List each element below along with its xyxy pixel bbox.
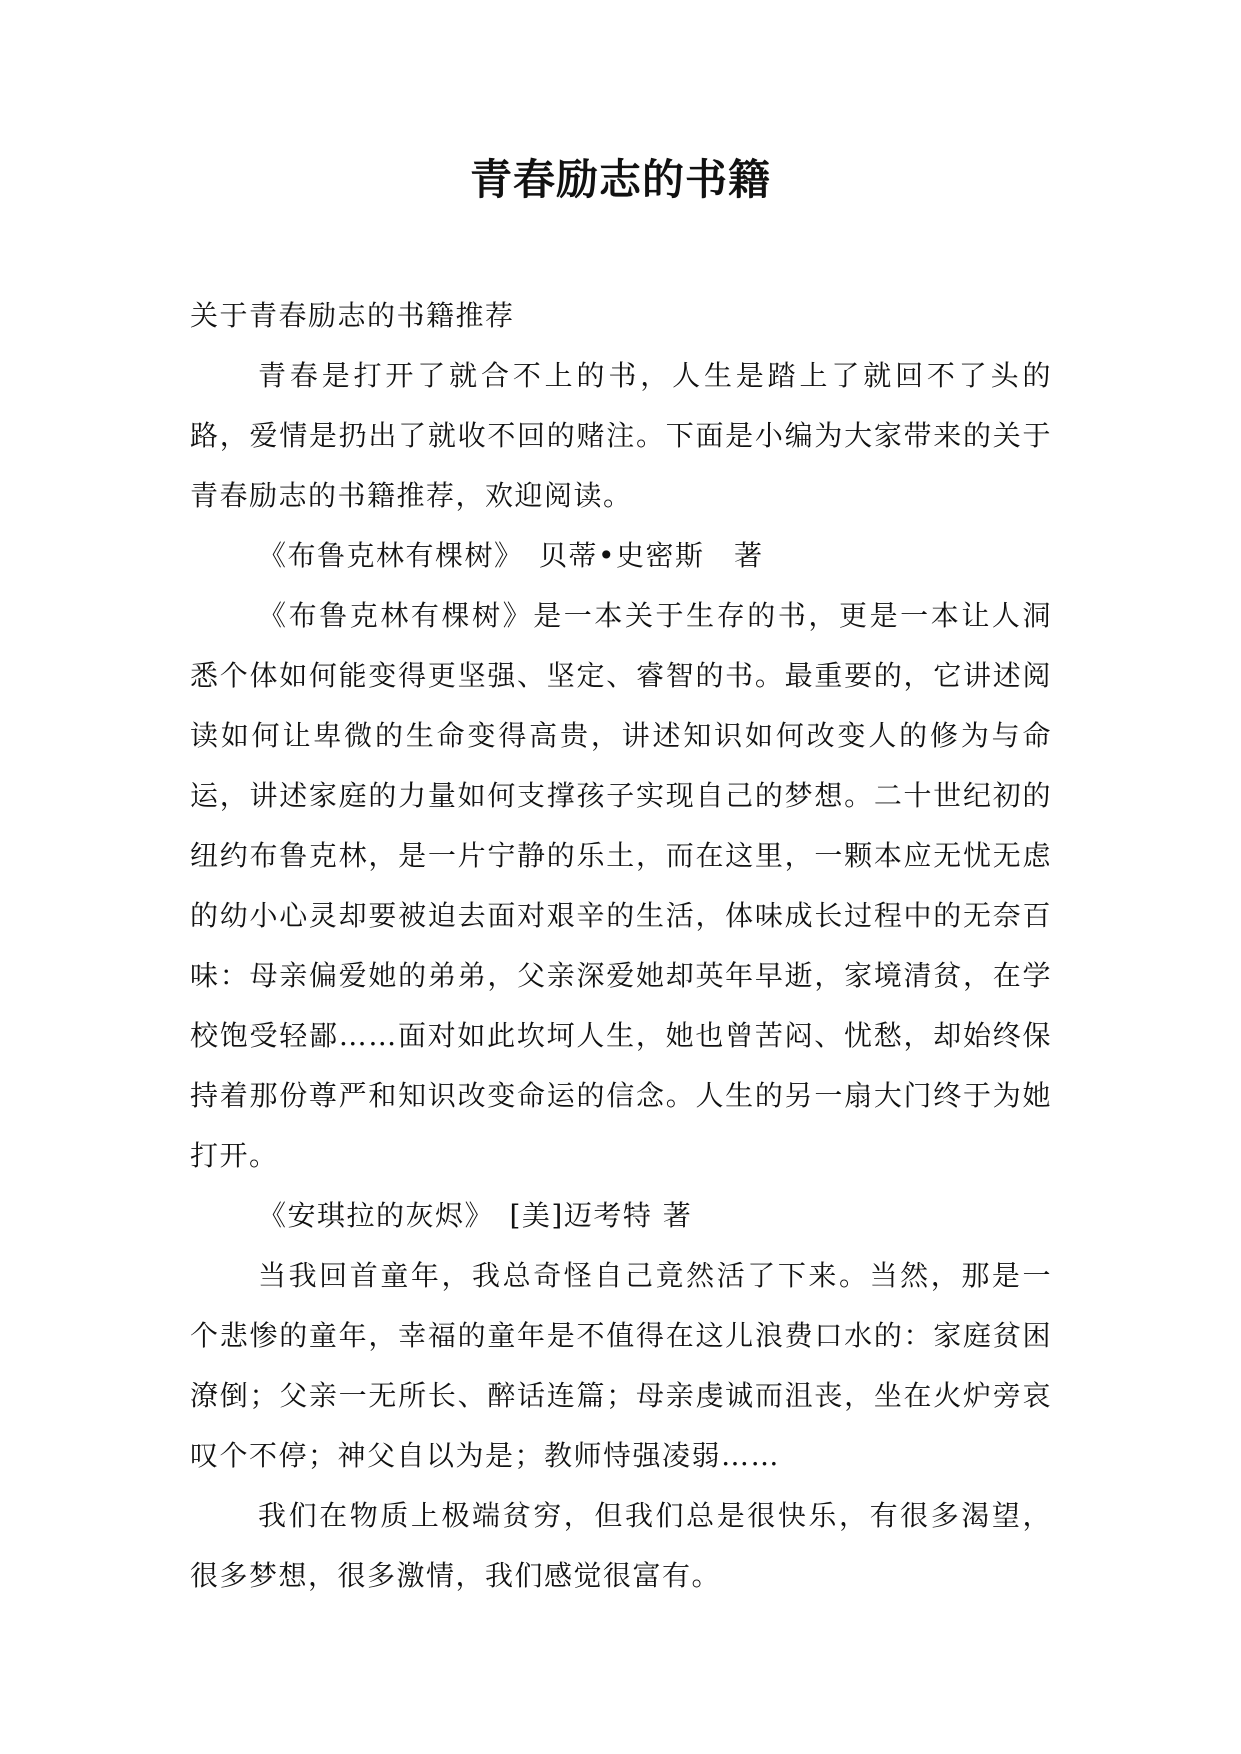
intro-paragraph: 青春是打开了就合不上的书，人生是踏上了就回不了头的路，爱情是扔出了就收不回的赌注。下面是小编为大家带来的关于青春励志的书籍推荐，欢迎阅读。: [190, 359, 1052, 512]
book-title-line: 《布鲁克林有棵树》 贝蒂•史密斯 著: [258, 539, 764, 572]
book-title-line: 《安琪拉的灰烬》 [美]迈考特 著: [258, 1199, 693, 1232]
book-description-paragraph: 《布鲁克林有棵树》是一本关于生存的书，更是一本让人洞悉个体如何能变得更坚强、坚定、睿智的书。最重要的，它讲述阅读如何让卑微的生命变得高贵，讲述知识如何改变人的修为与命运，讲述家庭的力量如何支撑孩子实现自己的梦想。二十世纪初的纽约布鲁克林，是一片宁静的乐土，而在这里，一颗本应无忧无虑的幼小心灵却要被迫去面对艰辛的生活，体味成长过程中的无奈百味：母亲偏爱她的弟弟，父亲深爱她却英年早逝，家境清贫，在学校饱受轻鄙……面对如此坎坷人生，她也曾苦闷、忧愁，却始终保持着那份尊严和知识改变命运的信念。人生的另一扇大门终于为她打开。: [190, 599, 1052, 1172]
book-description-paragraph: 当我回首童年，我总奇怪自己竟然活了下来。当然，那是一个悲惨的童年，幸福的童年是不值得在这儿浪费口水的：家庭贫困潦倒；父亲一无所长、醉话连篇；母亲虔诚而沮丧，坐在火炉旁哀叹个不停；神父自以为是；教师恃强凌弱……: [190, 1259, 1052, 1472]
book-description-paragraph: 我们在物质上极端贫穷，但我们总是很快乐，有很多渴望，很多梦想，很多激情，我们感觉很富有。: [190, 1499, 1052, 1592]
section-heading: 关于青春励志的书籍推荐: [190, 299, 515, 332]
document-body: [190, 286, 1052, 1606]
document-title: 青春励志的书籍: [469, 155, 771, 204]
